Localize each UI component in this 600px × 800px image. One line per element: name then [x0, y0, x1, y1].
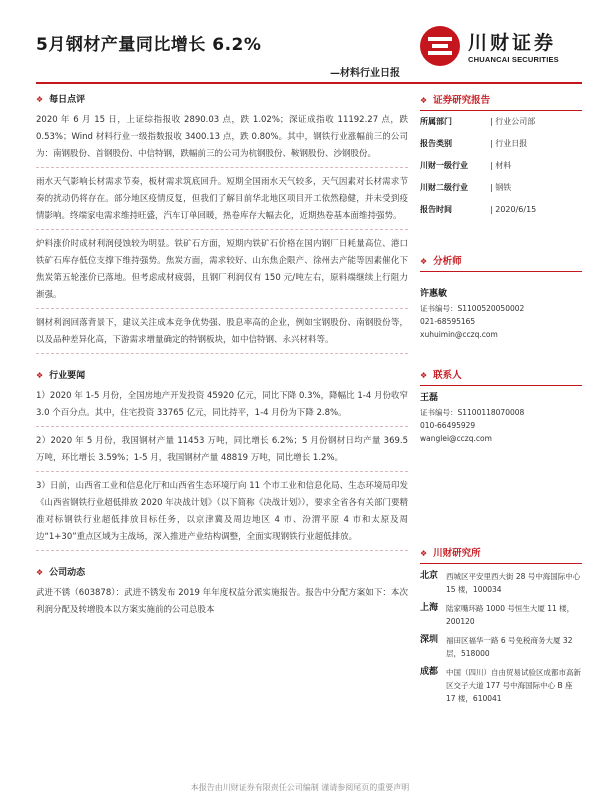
diamond-bullet-icon: ❖ — [36, 371, 44, 380]
industry-paragraph: 3）日前，山西省工业和信息化厅和山西省生态环境厅向 11 个市工业和信息化局、生态环境局印发《山西省钢铁行业超低排放 2020 年决战计划》（以下简称《决战计划》），要求全省各有关部门要精准对标钢铁行业超低排放目标任务，以京津冀及周边地区 4 市、汾渭平原 4 市和太原及周边“1+30”重点区域为主战场，深入推进产业结构调整，全面实现钢铁行业超低排放。 — [36, 478, 408, 551]
office-address: 深圳 福田区福华一路 6 号免税商务大厦 32 层，518000 — [420, 635, 573, 658]
contact-phone: 010-66495929 — [420, 421, 476, 430]
report-info-row: 报告类别 | 行业日报 — [420, 139, 528, 148]
report-info-row: 所属部门 | 行业公司部 — [420, 117, 536, 126]
diamond-bullet-icon: ❖ — [420, 96, 428, 105]
sidebar-heading-institute: ❖ 川财研究所 — [420, 548, 481, 559]
contact-name: 王磊 — [420, 393, 439, 403]
industry-paragraph: 1）2020 年 1-5 月份，全国房地产开发投资 45920 亿元，同比下降 0.3%，降幅比 1-4 月份收窄 3.0 个百分点。其中，住宅投资 33765 亿元，同比持平，1-4 月份为下降 2.8%。 — [36, 388, 408, 427]
daily-paragraph: 2020 年 6 月 15 日，上证综指报收 2890.03 点，跌 1.02%；深证成指收 11192.27 点，跌 0.53%；Wind 材料行业一级指数报收 3400.13 点，跌 0.80%。其中，钢铁行业涨幅前三的公司为：南钢股份、首钢股份、中信特钢，跌幅前三的公司为杭钢股份、鞍钢股份、沙钢股份。 — [36, 112, 408, 168]
sidebar-heading-analyst: ❖ 分析师 — [420, 256, 462, 267]
diamond-bullet-icon: ❖ — [420, 257, 428, 266]
page-footer: 本报告由川财证券有限责任公司编制 谨请参阅尾页的重要声明 — [190, 783, 410, 792]
report-info-row: 报告时间 | 2020/6/15 — [420, 205, 537, 214]
section-heading-industry: ❖ 行业要闻 — [36, 371, 86, 381]
report-subtitle: —材料行业日报 — [330, 68, 400, 79]
diamond-bullet-icon: ❖ — [36, 568, 44, 577]
logo-name: 川财证券 — [468, 32, 557, 54]
sidebar — [420, 92, 582, 711]
company-paragraph: 武进不锈（603878）：武进不锈发布 2019 年年度权益分派实施报告。报告中分配方案如下：本次利润分配及转增股本以方案实施前的公司总股本 — [36, 588, 408, 615]
header-divider — [36, 82, 582, 84]
office-address: 北京 西城区平安里西大街 28 号中海国际中心 15 楼，100034 — [420, 571, 581, 594]
company-logo — [420, 26, 580, 72]
diamond-bullet-icon: ❖ — [36, 95, 44, 104]
contact-cert: 证书编号：S1100118070008 — [420, 408, 525, 417]
sidebar-heading-contact: ❖ 联系人 — [420, 370, 462, 381]
contact-email[interactable]: wanglei@cczq.com — [420, 434, 492, 443]
report-info-row: 川财二级行业 | 钢铁 — [420, 183, 512, 192]
contact-card — [420, 390, 582, 445]
main-column — [36, 92, 408, 629]
analyst-phone: 021-68595165 — [420, 317, 476, 326]
analyst-email[interactable]: xuhuimin@cczq.com — [420, 330, 498, 339]
logo-emblem-icon — [420, 26, 460, 66]
diamond-bullet-icon: ❖ — [420, 549, 428, 558]
office-address: 成都 中国（四川）自由贸易试验区成都市高新区交子大道 177 号中海国际中心 B 座 17 楼，610041 — [420, 667, 581, 703]
analyst-cert: 证书编号：S1100520050002 — [420, 304, 525, 313]
logo-english-name: CHUANCAI SECURITIES — [468, 55, 559, 64]
industry-paragraph: 2）2020 年 5 月份，我国钢材产量 11453 万吨，同比增长 6.2%；5 月份钢材日均产量 369.5 万吨，环比增长 3.59%；1-5 月，我国钢材产量 48819 万吨，同比增长 1.2%。 — [36, 433, 408, 472]
daily-paragraph: 钢材利润回落背景下，建议关注成本竞争优势强、股息率高的企业，例如宝钢股份、南钢股份等，以及品种差异化高，下游需求增量确定的特钢板块，如中信特钢、永兴材料等。 — [36, 315, 408, 354]
report-info-row: 川财一级行业 | 材料 — [420, 161, 512, 170]
daily-paragraph: 炉料涨价时成材利润侵蚀较为明显。铁矿石方面，短期内铁矿石价格在国内钢厂日耗量高位、港口铁矿石库存低位支撑下维持强势。焦炭方面，需求较好、山东焦企限产、徐州去产能等因素催化下焦炭第五轮涨价已落地。但考虑成材疲弱，且钢厂利润仅有 150 元/吨左右，原料端继续上行阻力渐强。 — [36, 236, 408, 309]
office-address: 上海 陆家嘴环路 1000 号恒生大厦 11 楼，200120 — [420, 603, 575, 626]
analyst-card — [420, 286, 582, 341]
diamond-bullet-icon: ❖ — [420, 371, 428, 380]
analyst-name: 许惠敏 — [420, 289, 448, 299]
section-heading-company: ❖ 公司动态 — [36, 568, 86, 578]
section-heading-daily: ❖ 每日点评 — [36, 95, 86, 105]
report-title: 5月钢材产量同比增长 6.2% — [36, 35, 262, 55]
daily-paragraph: 雨水天气影响长材需求节奏，板材需求筑底回升。短期全国雨水天气较多，天气因素对长材需求节奏的扰动仍将存在。部分地区疫情反复，但我们了解目前华北地区项目开工依然稳健，并未受到疫情影响。终端家电需求维持旺盛，汽车订单回暖，热卷库存大幅去化，近期热卷基本面维持强势。 — [36, 174, 408, 230]
sidebar-heading-report: ❖ 证券研究报告 — [420, 95, 491, 106]
